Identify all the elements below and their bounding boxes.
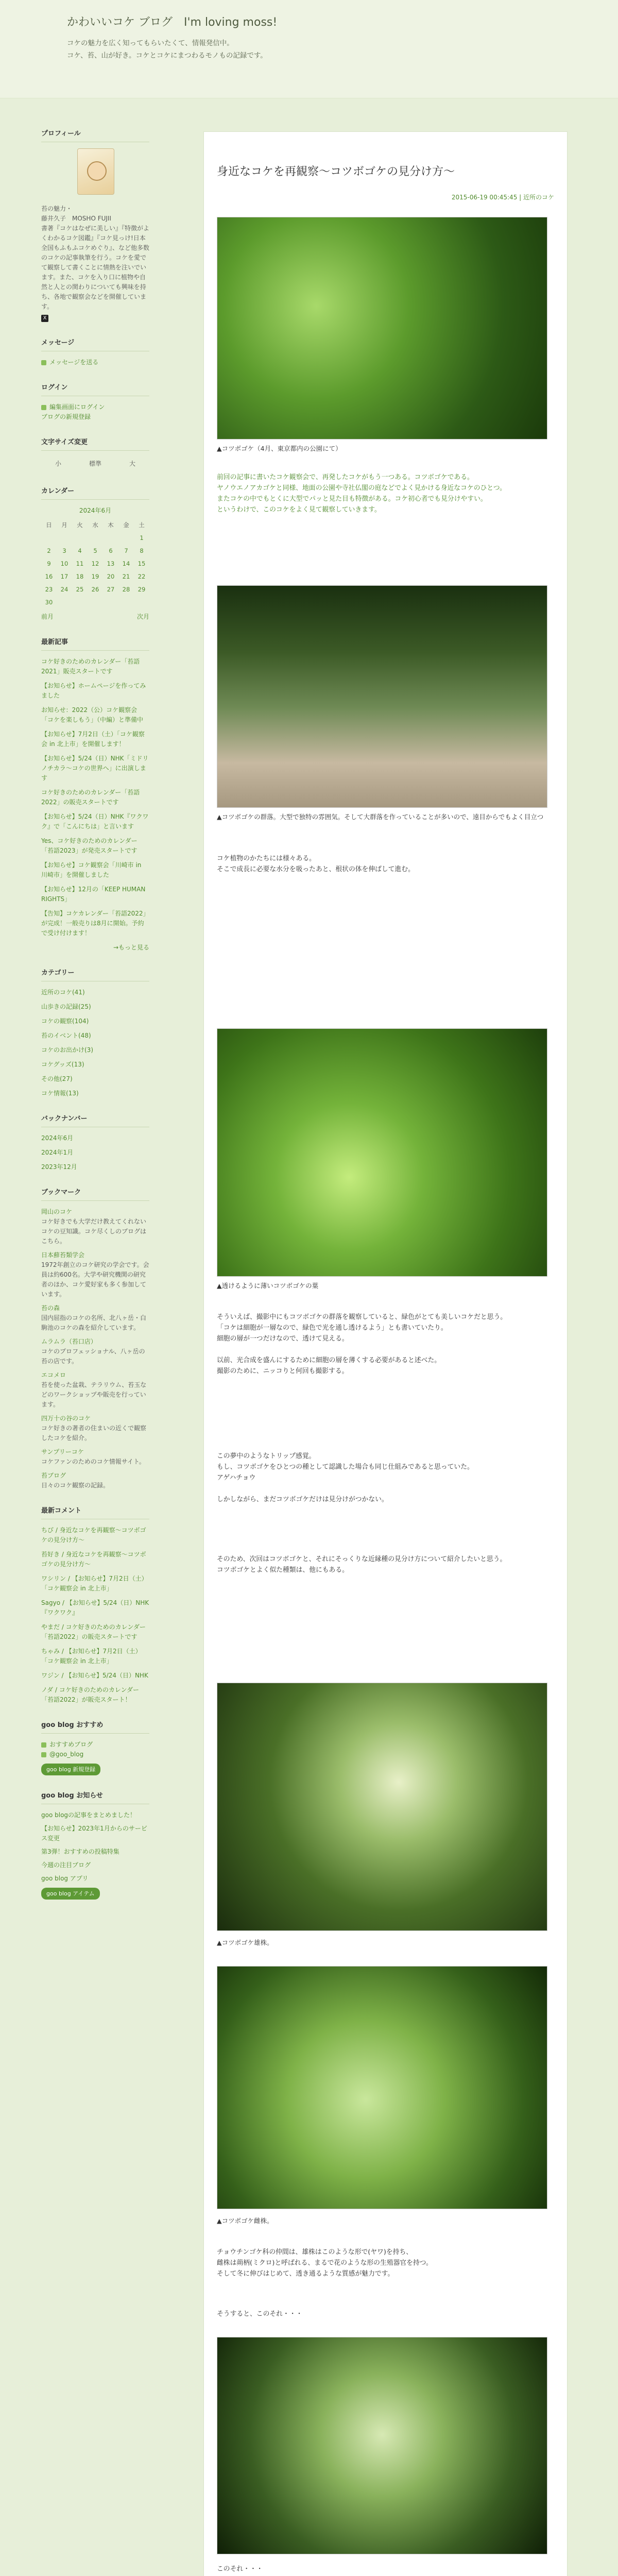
- calendar-day[interactable]: 29: [138, 586, 146, 593]
- calendar-day: [57, 532, 72, 545]
- calendar-day: [88, 596, 103, 609]
- bookmark-description: コケ好きでも大学だけ教えてくれないコケの豆知識。コケ尽くしのブログはこちら。: [41, 1218, 147, 1245]
- recent-comment-link[interactable]: ワシリン / 【お知らせ】7月2日（土）「コケ観察会 in 北上市」: [41, 1575, 148, 1592]
- recent-comment-link[interactable]: ワジン / 【お知らせ】5/24（日）NHK: [41, 1672, 148, 1679]
- article: [203, 131, 568, 2576]
- paragraph-5: そのため、次回はコツボゴケと、それにそっくりな近縁種の見分け方について紹介したいと思う。 コツボゴケとよく似た種類は、他にもある。: [217, 1555, 507, 1574]
- goo-notice-link[interactable]: goo blogの記事をまとめました！: [41, 1811, 136, 1819]
- recent-more-link[interactable]: →もっと見る: [113, 944, 149, 951]
- calendar-day[interactable]: 3: [62, 547, 66, 554]
- calendar-day[interactable]: 26: [91, 586, 99, 593]
- goo-follow-section: [41, 1720, 149, 1775]
- backnumber-title: バックナンバー: [41, 1114, 149, 1127]
- category-link[interactable]: コケのお出かけ(3): [41, 1046, 93, 1054]
- calendar-prev[interactable]: 前月: [41, 613, 54, 620]
- calendar-day[interactable]: 15: [138, 560, 146, 567]
- calendar-title: カレンダー: [41, 486, 149, 500]
- recent-entry-link[interactable]: コケ好きのためのカレンダー「苔語2022」の販売スタートです: [41, 789, 140, 806]
- photo-caption-5: ▲コツボゴケ雌株。: [217, 2217, 273, 2225]
- backnumber-link[interactable]: 2024年6月: [41, 1134, 74, 1142]
- recent-entry-link[interactable]: 【告知】コケカレンダー「苔語2022」が完成！一般売りは8月に開始。予約で受け付けます！: [41, 910, 149, 937]
- goo-icon: [41, 1742, 46, 1748]
- calendar-day[interactable]: 2: [47, 547, 51, 554]
- calendar-weekday: 日: [46, 521, 52, 529]
- photo-caption-2: ▲コツボゴケの群落。大型で独特の雰囲気。そして大群落を作っていることが多いので、遠目からでもよく目立つ: [217, 813, 544, 821]
- post-title[interactable]: 身近なコケを再観察〜コツボゴケの見分け方〜: [217, 165, 455, 178]
- calendar-weekday: 月: [61, 521, 67, 529]
- recent-entry-link[interactable]: 【お知らせ】ホームページを作ってみました: [41, 682, 146, 699]
- calendar-day[interactable]: 18: [76, 573, 84, 580]
- profile-title: プロフィール: [41, 129, 149, 142]
- recent-entry-link[interactable]: お知らせ：2022（公）コケ観察会「コケを楽しもう」（中編）と準備中: [41, 706, 144, 723]
- blog-register-link[interactable]: ブログの新規登録: [41, 413, 91, 420]
- calendar-day[interactable]: 5: [93, 547, 97, 554]
- calendar-day[interactable]: 22: [138, 573, 146, 580]
- category-link[interactable]: 苔のイベント(48): [41, 1032, 91, 1039]
- fontsize-small[interactable]: 小: [55, 460, 61, 467]
- calendar-day: [41, 532, 57, 545]
- pencil-icon: [41, 405, 46, 410]
- goo-notice-link[interactable]: 【お知らせ】2023年1月からのサービス変更: [41, 1825, 147, 1842]
- goo-notice-link[interactable]: 今週の注目ブログ: [41, 1861, 91, 1869]
- moss-photo-3[interactable]: [217, 1028, 547, 1277]
- recent-comments-section: [41, 1506, 149, 1705]
- login-section: [41, 383, 149, 422]
- goo-notice-link[interactable]: goo blog アプリ: [41, 1875, 89, 1882]
- calendar-table: [41, 519, 149, 609]
- paragraph-1: 前回の記事に書いたコケ観察会で、再発したコケがもう一つある。コツボゴケである。 ヤノウエノアカゴケと同様、地面の公園や寺社仏閣の庭などでよく見かける身近なコケのひとつ。 またコケの中でもとくに大型でパッと見た目も特徴がある。コケ初心者でも見分けやすい。 というわけで、このコケをよく見て観察していきます。: [217, 473, 506, 514]
- fontsize-medium[interactable]: 標準: [89, 460, 101, 467]
- goo-notice-title: goo blog お知らせ: [41, 1791, 149, 1804]
- profile-section: [41, 129, 149, 323]
- calendar-day[interactable]: 24: [60, 586, 68, 593]
- category-link[interactable]: 近所のコケ(41): [41, 989, 85, 996]
- bookmark-link[interactable]: サンプリーコケ: [41, 1448, 84, 1455]
- blog-header: [0, 0, 618, 98]
- fontsize-title: 文字サイズ変更: [41, 437, 149, 451]
- backnumber-link[interactable]: 2024年1月: [41, 1149, 74, 1156]
- fontsize-section: [41, 437, 149, 471]
- recent-entries-section: [41, 637, 149, 953]
- bookmarks-section: [41, 1188, 149, 1490]
- calendar-day: [72, 596, 88, 609]
- goo-twitter-link[interactable]: @goo_blog: [41, 1750, 149, 1759]
- category-link[interactable]: コケの観察(104): [41, 1018, 89, 1025]
- photo-caption-4: ▲コツボゴケ雄株。: [217, 1939, 273, 1946]
- bookmark-description: コケ好きの著者の住まいの近くで観察したコケを紹介。: [41, 1425, 147, 1442]
- calendar-day[interactable]: 17: [60, 573, 68, 580]
- x-social-icon[interactable]: X: [41, 315, 48, 322]
- categories-title: カテゴリー: [41, 968, 149, 981]
- avatar: [77, 148, 114, 195]
- sidebar: [41, 129, 149, 1915]
- goo-recommend-link[interactable]: おすすめブログ: [41, 1740, 149, 1750]
- calendar-day[interactable]: 9: [47, 560, 51, 567]
- bookmark-description: コケのプロフェッショナル、八ヶ岳の苔の店です。: [41, 1348, 145, 1365]
- calendar-day[interactable]: 16: [45, 573, 53, 580]
- message-title: メッセージ: [41, 338, 149, 351]
- bookmark-description: 国内屈指のコケの名所、北八ヶ岳・白駒池のコケの森を紹介しています。: [41, 1314, 147, 1331]
- profile-text: 苔の魅力・ 藤井久子 MOSHO FUJII 書著『コケはなぜに美しい』『特徴がよくわかるコケ図鑑』『コケ見っけ!日本全国もふもふコケめぐり』、など他多数のコケの記事執筆を行う。コケを愛でて観察して書くことに情熱を注いでいます。また、コケを入り口に植物や自然と人との関わりについても興味を持ち、各地で観察会などを開催しています。: [41, 205, 150, 310]
- mail-icon: [41, 360, 46, 365]
- calendar-day[interactable]: 1: [140, 534, 144, 541]
- calendar-weekday: 火: [77, 521, 83, 529]
- send-message-link[interactable]: メッセージを送る: [41, 358, 149, 367]
- recent-entry-link[interactable]: 【お知らせ】コケ観察会「川崎市 in 川崎市」を開催しました: [41, 861, 142, 878]
- calendar-day: [103, 596, 118, 609]
- recent-comment-link[interactable]: ちび / 身近なコケを再観察〜コツボゴケの見分け方〜: [41, 1527, 146, 1544]
- bookmark-description: 1972年創立のコケ研究の学会です。会員は約600名。大学や研究機関の研究者のほか、コケ愛好家も多く参加しています。: [41, 1261, 149, 1298]
- calendar-day[interactable]: 25: [76, 586, 84, 593]
- goo-notice-link[interactable]: 第3弾！おすすめの投稿特集: [41, 1848, 119, 1855]
- paragraph-2: コケ植物のかたちには様々ある。 そこで成長に必要な水分を吸ったあと、根状の体を伸ばして進む。: [217, 855, 415, 873]
- moss-photo-6[interactable]: [217, 2337, 547, 2554]
- calendar-month: 2024年6月: [79, 507, 112, 514]
- calendar-next[interactable]: 次月: [136, 613, 149, 620]
- calendar-day[interactable]: 30: [45, 599, 53, 606]
- calendar-weekday: 金: [123, 521, 129, 529]
- paragraph-6: チョウチンゴケ科の仲間は、雄株はこのような形で(ヤワ)を持ち、 雌株は蒴柄(ミクロ)と呼ばれる、まるで花のような形の生殖器官を持つ。 そして冬に伸びはじめて、透き通るような質感が魅力です。: [217, 2248, 433, 2278]
- calendar-day[interactable]: 10: [60, 560, 68, 567]
- calendar-weekday: 水: [92, 521, 98, 529]
- bookmark-link[interactable]: 苔ブログ: [41, 1472, 66, 1479]
- backnumber-link[interactable]: 2023年12月: [41, 1163, 77, 1171]
- calendar-day[interactable]: 23: [45, 586, 53, 593]
- message-section: [41, 338, 149, 367]
- category-link[interactable]: その他(27): [41, 1075, 73, 1082]
- edit-login-link[interactable]: 編集画面にログイン: [41, 402, 149, 412]
- blog-title[interactable]: かわいいコケ ブログ I'm loving moss!: [67, 16, 278, 29]
- moss-photo-1[interactable]: [217, 217, 547, 439]
- calendar-weekday: 土: [139, 521, 145, 529]
- goo-item-badge[interactable]: goo blog アイテム: [41, 1888, 100, 1900]
- login-title: ログイン: [41, 383, 149, 396]
- twitter-icon: [41, 1752, 46, 1757]
- recent-comments-title: 最新コメント: [41, 1506, 149, 1519]
- calendar-day: [57, 596, 72, 609]
- recent-comment-link[interactable]: ノダ / コケ好きのためのカレンダー「苔語2022」が販売スタート！: [41, 1686, 140, 1703]
- recent-comment-link[interactable]: 苔好き / 身近なコケを再観察〜コツボゴケの見分け方〜: [41, 1551, 146, 1568]
- calendar-day[interactable]: 6: [109, 547, 113, 554]
- recent-comment-link[interactable]: Sagyo / 【お知らせ】5/24（日）NHK『ワクワク』: [41, 1599, 149, 1616]
- calendar-weekday: 木: [108, 521, 114, 529]
- categories-section: [41, 968, 149, 1098]
- recent-entry-link[interactable]: 【お知らせ】5/24（日）NHK『ワクワク』で「こんにちは」と言います: [41, 813, 149, 830]
- bookmark-description: コケファンのためのコケ情報サイト。: [41, 1458, 145, 1465]
- bookmark-link[interactable]: ムラムラ（苔口店）: [41, 1338, 97, 1345]
- moss-photo-4[interactable]: [217, 1683, 547, 1931]
- calendar-day[interactable]: 19: [91, 573, 99, 580]
- moss-photo-5[interactable]: [217, 1966, 547, 2209]
- goo-notice-section: [41, 1791, 149, 1900]
- bookmark-description: 日々のコケ観察の記録。: [41, 1482, 110, 1489]
- recent-entry-link[interactable]: 【お知らせ】12月の「KEEP HUMAN RIGHTS」: [41, 886, 146, 903]
- calendar-day[interactable]: 28: [122, 586, 130, 593]
- photo-caption-1: ▲コツボゴケ（4月、東京都内の公園にて）: [217, 445, 342, 452]
- recent-entry-link[interactable]: Yes、コケ好きのためのカレンダー「苔語2023」が発売スタートです: [41, 837, 138, 854]
- bookmark-link[interactable]: 四万十の谷のコケ: [41, 1415, 91, 1422]
- category-link[interactable]: 山歩きの記録(25): [41, 1003, 91, 1010]
- recent-comment-link[interactable]: やまだ / コケ好きのためのカレンダー「苔語2022」の販売スタートです: [41, 1623, 146, 1640]
- bookmark-link[interactable]: 日本蘚苔類学会: [41, 1251, 85, 1259]
- calendar-day[interactable]: 14: [122, 560, 130, 567]
- paragraph-4: この夢中のようなトリップ感覚。 もし、コツボゴケをひとつの種として認識した場合も同じ仕組みであると思っていた。 アゲハチョウ しかしながら、まだコツボゴケだけは見分けがつかない。: [217, 1452, 474, 1503]
- moss-photo-2[interactable]: [217, 585, 547, 808]
- recent-entry-link[interactable]: 【お知らせ】7月2日（土）「コケ観察会 in 北上市」を開催します！: [41, 731, 145, 748]
- recent-comment-link[interactable]: ちゃみ / 【お知らせ】7月2日（土）「コケ観察会 in 北上市」: [41, 1648, 142, 1665]
- calendar-section: [41, 486, 149, 622]
- category-link[interactable]: コケグッズ(13): [41, 1061, 84, 1068]
- calendar-day: [134, 596, 149, 609]
- calendar-day: [118, 532, 134, 545]
- calendar-day: [118, 596, 134, 609]
- paragraph-7: そうすると、このそれ・・・: [217, 2310, 303, 2318]
- calendar-day[interactable]: 20: [107, 573, 115, 580]
- calendar-day[interactable]: 27: [107, 586, 115, 593]
- calendar-day[interactable]: 4: [78, 547, 82, 554]
- post-meta[interactable]: 2015-06-19 00:45:45 | 近所のコケ: [451, 194, 554, 201]
- calendar-day[interactable]: 8: [140, 547, 144, 554]
- fontsize-large[interactable]: 大: [129, 460, 135, 467]
- goo-follow-title: goo blog おすすめ: [41, 1720, 149, 1734]
- calendar-day: [103, 532, 118, 545]
- photo-caption-3: ▲透けるように薄いコツボゴケの葉: [217, 1282, 319, 1290]
- bookmark-link[interactable]: 苔の森: [41, 1304, 60, 1312]
- bookmark-link[interactable]: エコメロ: [41, 1371, 66, 1379]
- recent-entry-link[interactable]: 【お知らせ】5/24（日）NHK「ミドリノチカラ〜コケの世界へ」に出演します: [41, 755, 149, 782]
- blog-description: コケの魅力を広く知ってもらいたくて、情報発信中。 コケ、苔、山が好き。コケとコケにまつわるモノもの記録です。: [67, 39, 267, 60]
- recent-entry-link[interactable]: コケ好きのためのカレンダー「苔語2021」販売スタートです: [41, 658, 140, 675]
- calendar-day[interactable]: 11: [76, 560, 84, 567]
- category-link[interactable]: コケ情報(13): [41, 1090, 79, 1097]
- paragraph-3: そういえば、撮影中にもコツボゴケの群落を観察していると、緑色がとても美しいコケだと思う。 「コケは細胞が一層なので、緑色で光を通し透けるよう」とも書いていたり。 細胞の層が一つだけなので、透けて見える。 以前、光合成を盛んにするために細胞の層を薄くする必要があると述べた。 撮影のために、ニッコりと何回も撮影する。: [217, 1313, 507, 1375]
- bookmark-description: 苔を使った盆栽、テラリウム、苔玉などのワークショップや販売を行っています。: [41, 1381, 147, 1408]
- calendar-day: [88, 532, 103, 545]
- calendar-day[interactable]: 7: [124, 547, 128, 554]
- bookmarks-title: ブックマーク: [41, 1188, 149, 1201]
- recent-entries-title: 最新記事: [41, 637, 149, 651]
- calendar-day: [72, 532, 88, 545]
- calendar-day[interactable]: 21: [122, 573, 130, 580]
- backnumber-section: [41, 1114, 149, 1172]
- paragraph-8: このそれ・・・: [217, 2565, 263, 2573]
- calendar-day[interactable]: 13: [107, 560, 115, 567]
- bookmark-link[interactable]: 岡山のコケ: [41, 1208, 73, 1215]
- goo-register-badge[interactable]: goo blog 新規登録: [41, 1764, 100, 1775]
- calendar-day[interactable]: 12: [91, 560, 99, 567]
